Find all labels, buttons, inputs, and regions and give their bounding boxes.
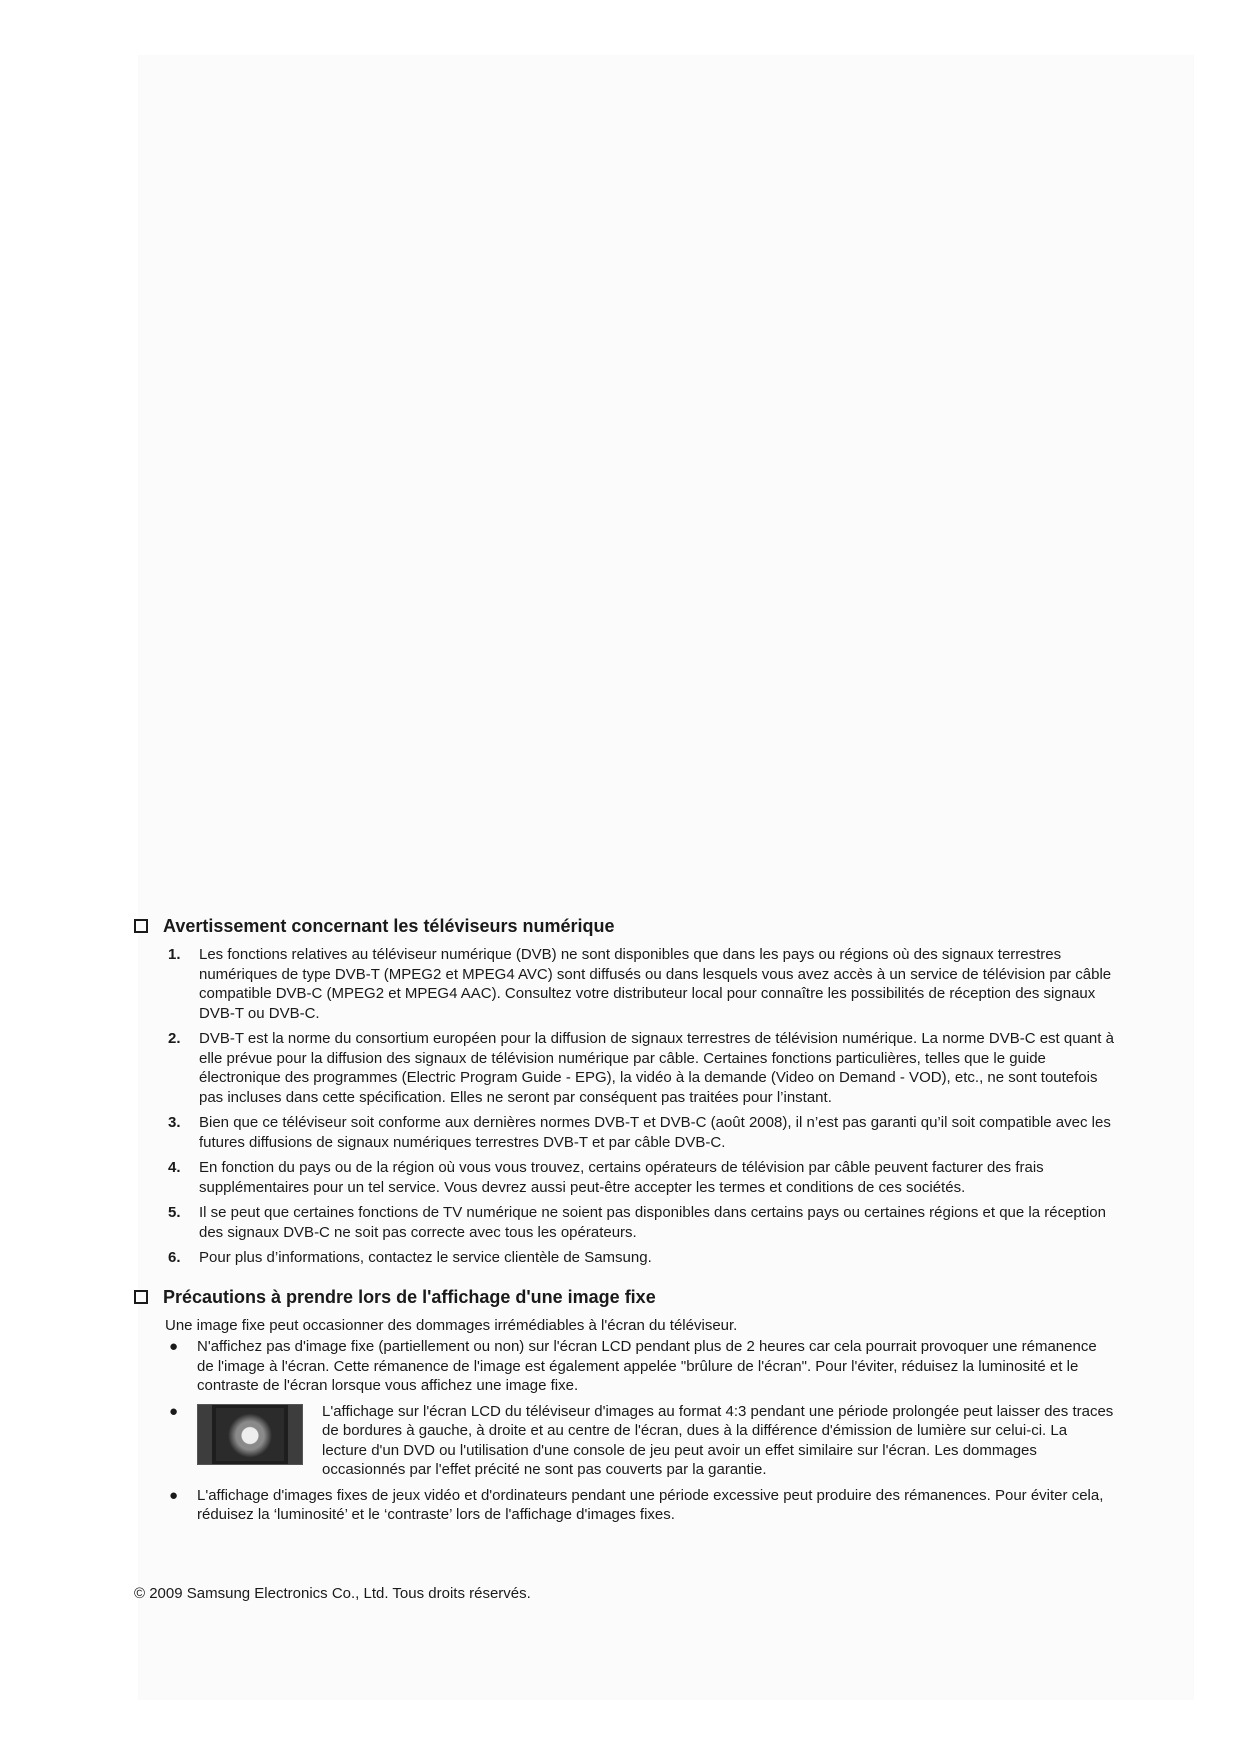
item-text: N'affichez pas d'image fixe (partiellement ou non) sur l'écran LCD pendant plus de 2 heures car cela pourrait provoquer une rémanence de l'image à l'écran. Cette rémanence de l'image est également appelée "brûlure de l'écran". Pour l'éviter, réduisez la luminosité et le contraste de l'écran lorsque vous affichez une image fixe. <box>197 1338 1097 1394</box>
section-heading <box>134 1286 1114 1308</box>
item-number: 1. <box>168 946 181 963</box>
item-text: Les fonctions relatives au téléviseur numérique (DVB) ne sont disponibles que dans les pays ou régions où des signaux terrestres numériques de type DVB-T (MPEG2 et MPEG4 AVC) sont diffusés ou dans lesquels vous avez accès à un service de télévision par câble compatible DVB-C (MPEG2 et MPEG4 AAC). Consultez votre distributeur local pour connaître les possibilités de réception des signaux DVB-T ou DVB-C. <box>199 946 1112 1022</box>
item-number: 4. <box>168 1159 181 1176</box>
item-text: En fonction du pays ou de la région où vous vous trouvez, certains opérateurs de télévision par câble peuvent facturer des frais supplémentaires pour un tel service. Vous devrez aussi peut-être accepter les termes et conditions de ces sociétés. <box>199 1159 1044 1196</box>
content-area <box>134 915 1114 1543</box>
item-text: L'affichage d'images fixes de jeux vidéo et d'ordinateurs pendant une période excessive peut produire des rémanences. Pour éviter cela, réduisez la ‘luminosité’ et le ‘contraste’ lors de l'affichage d'images fixes. <box>197 1486 1104 1523</box>
bullet-icon: ● <box>169 1338 179 1355</box>
flower-picture <box>216 1408 284 1461</box>
section-title: Précautions à prendre lors de l'affichage d'une image fixe <box>163 1286 656 1307</box>
tv-screen-burn-image <box>197 1404 303 1465</box>
section-heading <box>134 915 1114 937</box>
item-number: 5. <box>168 1204 181 1221</box>
item-number: 3. <box>168 1114 181 1131</box>
item-number: 2. <box>168 1030 181 1047</box>
checkbox-icon <box>134 919 148 933</box>
letterbox-left-bar <box>198 1405 212 1464</box>
copyright-notice: © 2009 Samsung Electronics Co., Ltd. Tous droits réservés. <box>134 1585 531 1602</box>
list-item <box>165 1486 1114 1525</box>
section-digital-tv-warning <box>134 915 1114 1268</box>
checkbox-icon <box>134 1290 148 1304</box>
section-still-image-precautions <box>134 1286 1114 1525</box>
item-text: DVB-T est la norme du consortium européen pour la diffusion de signaux terrestres de télévision numérique. La norme DVB-C est quant à elle prévue pour la diffusion des signaux de télévision numérique par câble. Certaines fonctions particulières, telles que le guide électronique des programmes (Electric Program Guide - EPG), la vidéo à la demande (Video on Demand - VOD), etc., ne sont toutefois pas incluses dans cette spécification. Elles ne seront par conséquent pas traitées pour l’instant. <box>199 1030 1114 1106</box>
item-text: L'affichage sur l'écran LCD du téléviseur d'images au format 4:3 pendant une période prolongée peut laisser des traces de bordures à gauche, à droite et au centre de l'écran, dues à la différence d'émission de lumière sur celui-ci. La lecture d'un DVD ou l'utilisation d'une console de jeu peut avoir un effet similaire sur l'écran. Les dommages occasionnés par l'effet précité ne sont pas couverts par la garantie. <box>322 1402 1114 1478</box>
numbered-list <box>134 945 1114 1268</box>
bullet-icon: ● <box>169 1402 179 1420</box>
list-item <box>165 1402 1114 1480</box>
item-text: Bien que ce téléviseur soit conforme aux dernières normes DVB-T et DVB-C (août 2008), il n’est pas garanti qu’il soit compatible avec les futures diffusions de signaux numériques terrestres DVB-T et par câble DVB-C. <box>199 1114 1111 1151</box>
list-item <box>168 1113 1114 1152</box>
item-number: 6. <box>168 1249 181 1266</box>
list-item <box>168 1029 1114 1107</box>
list-item <box>168 1203 1114 1242</box>
bullet-list <box>134 1337 1114 1525</box>
list-item <box>165 1337 1114 1396</box>
section-intro: Une image fixe peut occasionner des dommages irrémédiables à l'écran du téléviseur. <box>165 1316 738 1334</box>
letterbox-right-bar <box>288 1405 302 1464</box>
bullet-with-image <box>197 1402 1114 1480</box>
list-item <box>168 1158 1114 1197</box>
list-item <box>168 945 1114 1023</box>
bullet-icon: ● <box>169 1486 179 1504</box>
item-text: Pour plus d’informations, contactez le service clientèle de Samsung. <box>199 1249 652 1266</box>
section-title: Avertissement concernant les téléviseurs numérique <box>163 916 615 936</box>
list-item <box>168 1248 1114 1268</box>
item-text: Il se peut que certaines fonctions de TV numérique ne soient pas disponibles dans certains pays ou certaines régions et que la réception des signaux DVB-C ne soit pas correcte avec tous les opérateurs. <box>199 1204 1106 1241</box>
